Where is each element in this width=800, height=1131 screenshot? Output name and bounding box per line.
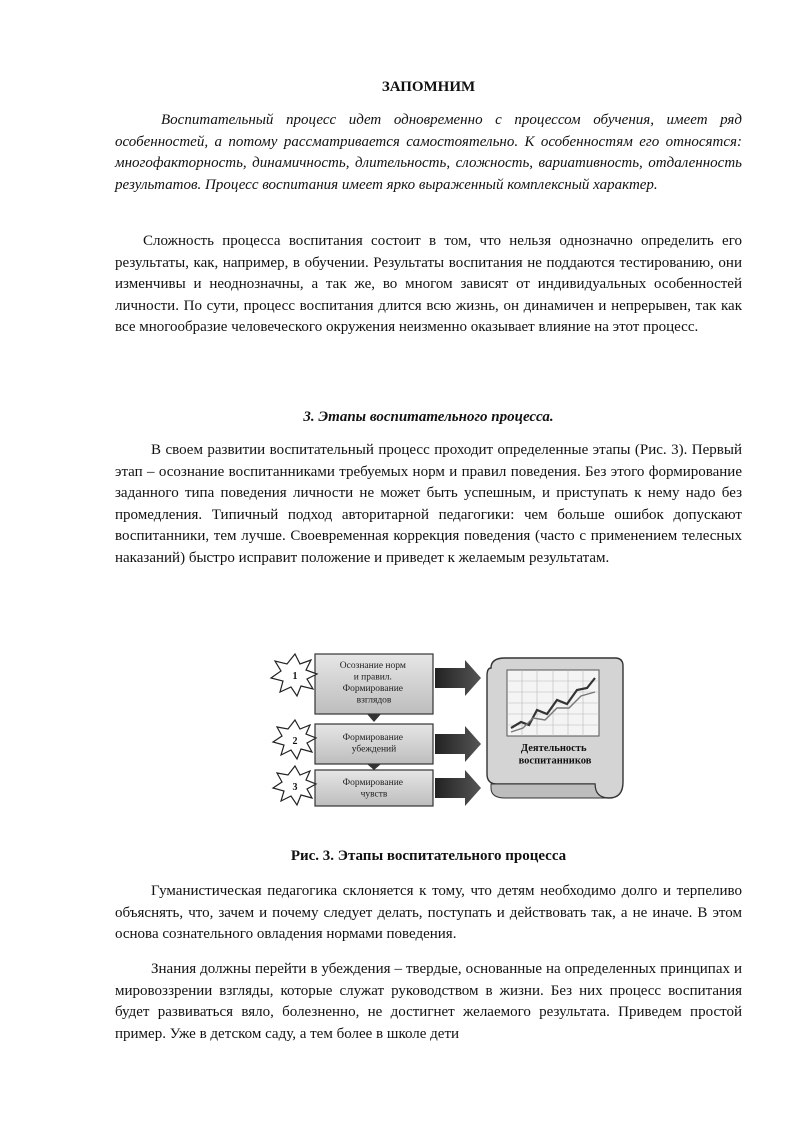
stage-number-2: 2 [292,736,298,747]
stage-box-3 [315,770,433,806]
down-arrow-2 [367,764,381,770]
complexity-paragraph: Сложность процесса воспитания состоит в том, что нельзя однозначно определить его результаты, как, например, в обучении. Результаты воспитания не поддаются тестированию, они изменчивы и неоднозначны, а так же, во многом зависят от индивидуальных особенностей личности. По сути, процесс воспитания длится всю жизнь, он динамичен и непрерывен, так как все многообразие человеческого окружения неизменно оказывает влияние на этот процесс. [115,233,742,335]
remember-paragraph: Воспитательный процесс идет одновременно с процессом обучения, имеет ряд особенностей, а потому рассматривается самостоятельно. К особенностям его относятся: многофакторность, динамичность, длительность, сложность, вариативность, отдаленность результатов. Процесс воспитания имеет ярко выраженный комплексный характер. [115,112,742,193]
right-arrow-3 [435,770,481,806]
stages-figure [265,648,627,820]
knowledge-paragraph: Знания должны перейти в убеждения – твердые, основанные на определенных принципах и мировоззрении взгляды, которые служат руководством в жизни. Без них процесс воспитания будет развиваться вяло, болезненно, не достигнет желаемого результата. Приведем простой пример. Уже в детском саду, а тем более в школе дети [115,961,742,1042]
stage-text-3: Формирование чувств [342,778,404,800]
stage-text-2: Формирование убеждений [342,733,404,755]
right-arrow-2 [435,726,481,762]
activity-label: Деятельность воспитанников [518,743,592,767]
remember-heading: ЗАПОМНИМ [381,79,476,95]
activity-panel-fold [491,784,609,798]
figure-caption: Рис. 3. Этапы воспитательного процесса [290,848,567,864]
right-arrow-1 [435,660,481,696]
stage-number-3: 3 [292,782,298,793]
humanist-paragraph: Гуманистическая педагогика склоняется к тому, что детям необходимо долго и терпеливо объяснять, что, зачем и почему следует делать, поступать и действовать так, а не иначе. В этом основа сознательного овладения нормами поведения. [115,883,742,942]
stage-number-1: 1 [292,671,298,682]
stages-diagram [265,648,627,820]
down-arrow-1 [367,714,381,722]
stage-text-1: Осознание норм и правил. Формирование взглядов [339,661,406,706]
stages-paragraph: В своем развитии воспитательный процесс проходит определенные этапы (Рис. 3). Первый этап – осознание воспитанниками требуемых норм и правил поведения. Без этого формирование заданного типа поведения личности не может быть успешным, и приступать к нему надо без промедления. Типичный подход авторитарной педагогики: чем больше ошибок допускают воспитанники, тем лучше. Своевременная коррекция поведения (часто с применением телесных наказаний) быстро исправит положение и приведет к желаемым результатам. [115,442,742,566]
section-title: 3. Этапы воспитательного процесса. [303,409,554,425]
